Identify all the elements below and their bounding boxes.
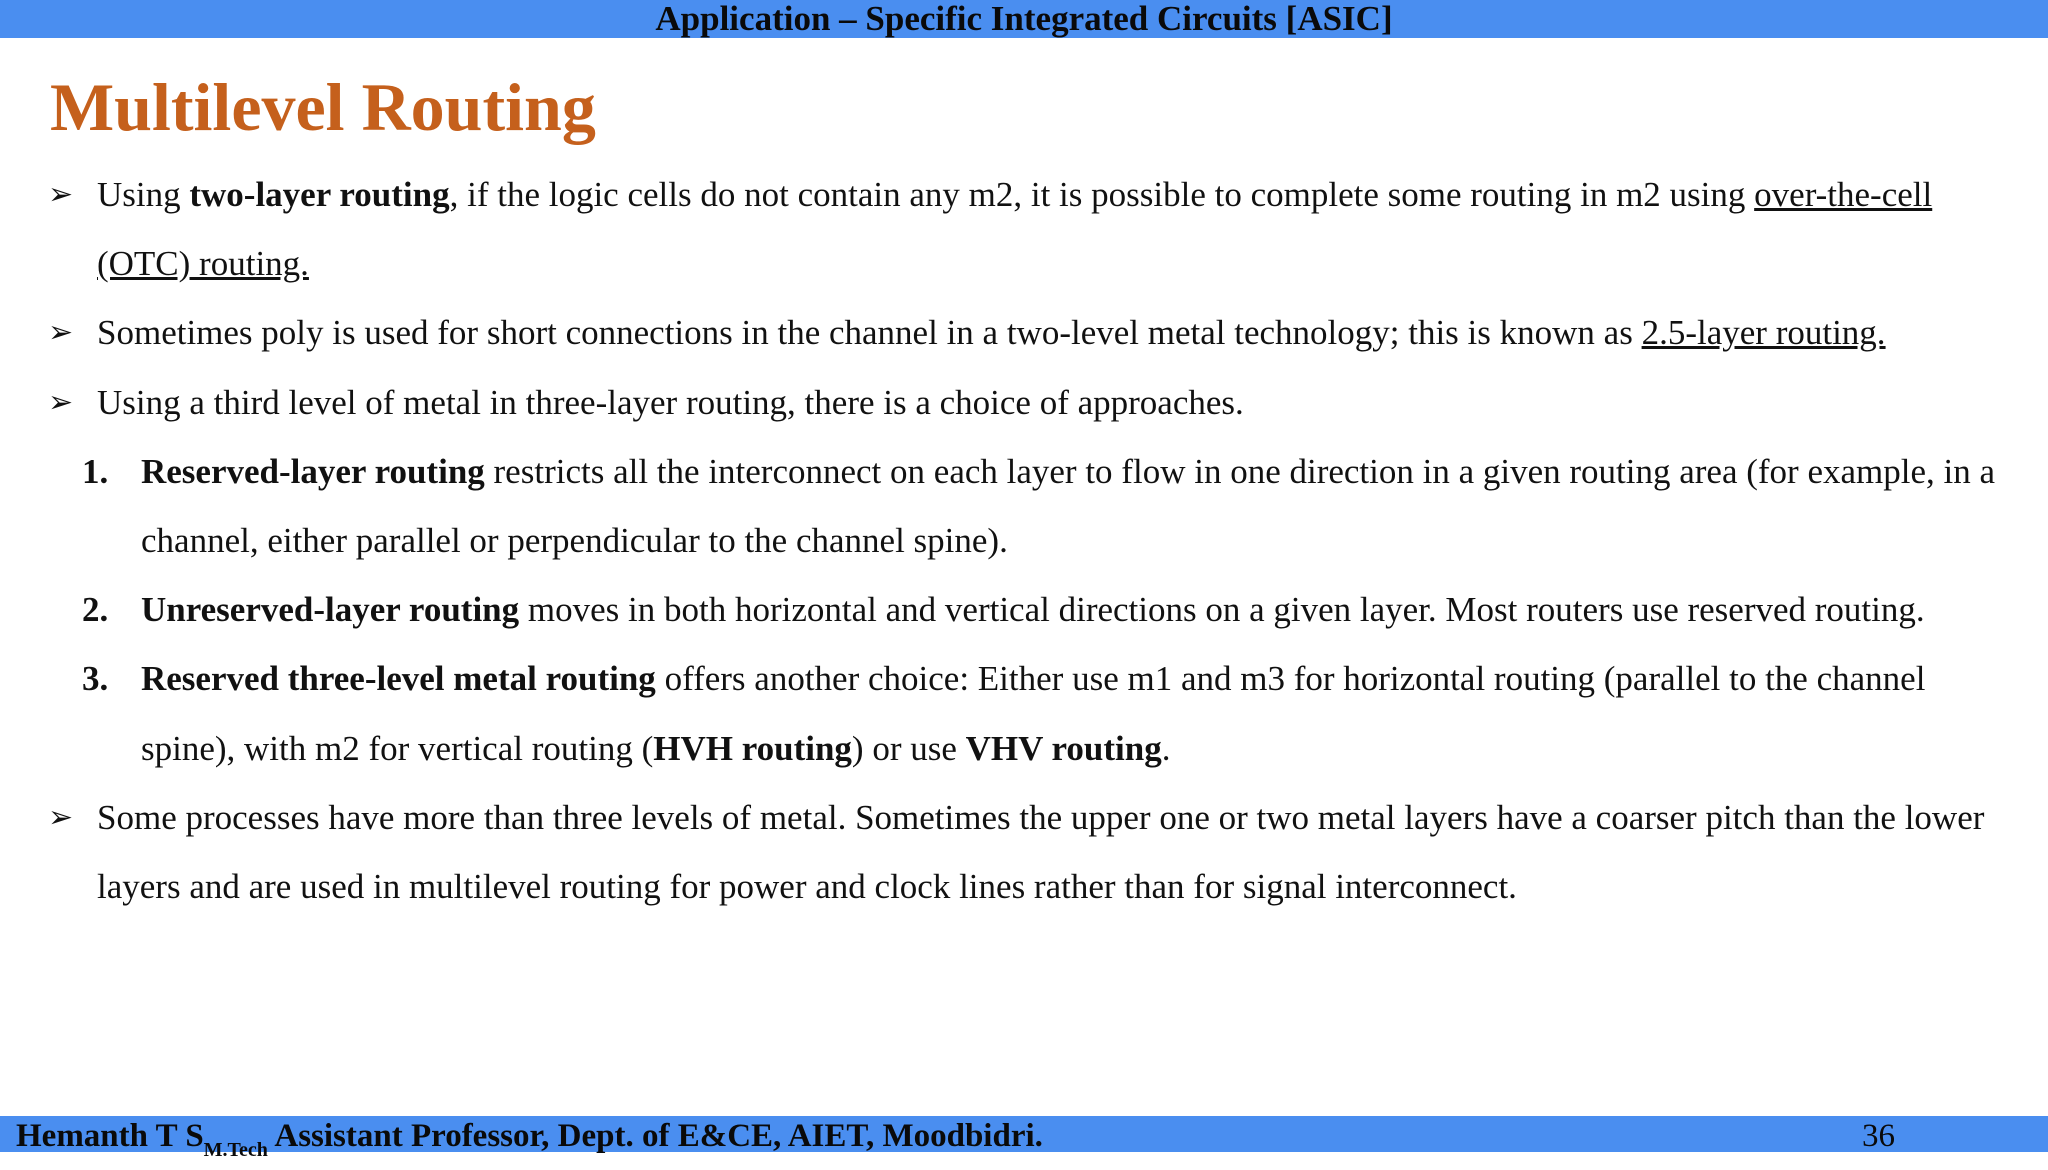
bullet-text: [97, 298, 2008, 367]
arrow-bullet-icon: ➢: [48, 316, 74, 350]
page-number: 36: [1862, 1118, 1895, 1154]
course-title: Application – Specific Integrated Circuits [ASIC]: [655, 0, 1393, 38]
text-run: offers another choice: Either use m1 and m3 for horizontal routing (parallel to the channel spine), with m2 for vertical routing (: [141, 659, 1926, 768]
numbered-text: [141, 644, 2011, 782]
bullet-text: Using a third level of metal in three-layer routing, there is a choice of approaches.: [97, 382, 1244, 422]
numbered-item: [48, 575, 2008, 644]
bullet-item: [48, 298, 2008, 367]
bold-term: VHV routing: [965, 728, 1162, 768]
text-run: ) or use: [851, 728, 966, 768]
text-run: .: [1161, 728, 1171, 768]
slide-title: Multilevel Routing: [50, 69, 596, 145]
arrow-bullet-icon: ➢: [48, 800, 74, 834]
numbered-text: [141, 575, 2011, 644]
bold-term: Reserved three-level metal routing: [141, 659, 656, 699]
slide-body: [48, 160, 2008, 921]
header-bar: [0, 0, 2048, 38]
text-run: Using: [97, 175, 190, 214]
text-run: , if the logic cells do not contain any m2, it is possible to complete some routing in m2 using: [449, 175, 1755, 214]
bold-term: HVH routing: [653, 728, 852, 768]
bold-term: Reserved-layer routing: [141, 451, 485, 491]
text-run: restricts all the interconnect on each layer to flow in one direction in a given routing area (for example, in a channel, either parallel or perpendicular to the channel spine).: [141, 451, 1996, 561]
bullet-text: [97, 160, 2008, 298]
arrow-bullet-icon: ➢: [48, 178, 74, 211]
bold-term: two-layer routing: [189, 175, 450, 214]
author-degree: M.Tech: [203, 1139, 268, 1161]
text-run: Sometimes poly is used for short connections in the channel in a two-level metal technology; this is known as: [97, 313, 1642, 353]
author-affiliation: Assistant Professor, Dept. of E&CE, AIET, Moodbidri.: [274, 1118, 1043, 1154]
numbered-text: [141, 437, 2011, 575]
numbered-item: [48, 437, 2008, 575]
item-number: 1.: [82, 451, 109, 491]
arrow-bullet-icon: ➢: [48, 385, 74, 419]
bullet-item: [48, 160, 2008, 298]
item-number: 2.: [82, 590, 109, 630]
bold-term: Unreserved-layer routing: [141, 590, 520, 630]
footer-bar: [0, 1116, 2048, 1161]
author-name: Hemanth T S: [16, 1118, 204, 1154]
footer-credit: [16, 1116, 1043, 1170]
numbered-item: [48, 644, 2008, 782]
underlined-term: over-the-cell (OTC) routing.: [97, 175, 1933, 284]
text-run: moves in both horizontal and vertical directions on a given layer. Most routers use reserved routing.: [519, 590, 1925, 630]
underlined-term: 2.5-layer routing.: [1641, 313, 1886, 353]
bullet-item: [48, 368, 2008, 437]
bullet-item: [48, 783, 2008, 921]
bullet-text: Some processes have more than three levels of metal. Sometimes the upper one or two metal layers have a coarser pitch than the lower layers and are used in multilevel routing for power and clock lines rather than for signal interconnect.: [97, 797, 1985, 907]
item-number: 3.: [82, 659, 109, 699]
